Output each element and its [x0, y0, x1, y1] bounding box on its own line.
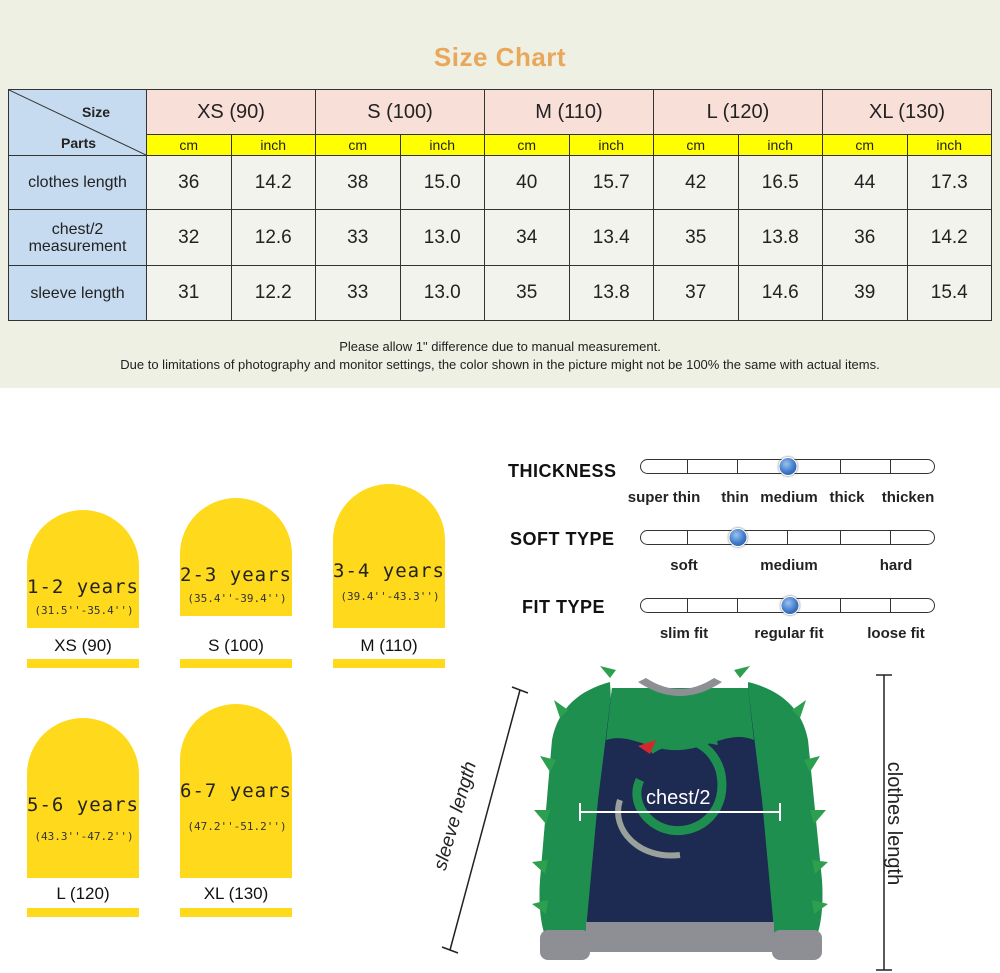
- age-card: [180, 498, 292, 616]
- scale-option: medium: [760, 489, 818, 506]
- table-cell: 33: [316, 266, 401, 321]
- table-cell: 36: [823, 210, 908, 266]
- table-cell: 13.4: [569, 210, 654, 266]
- thickness-scale: [640, 459, 935, 474]
- age-card: [27, 510, 139, 628]
- table-cell: 36: [147, 156, 232, 210]
- age-label: 3-4 years: [333, 560, 445, 582]
- age-card-size: XL (130): [203, 884, 269, 903]
- unit-cm: cm: [654, 135, 739, 156]
- table-cell: 31: [147, 266, 232, 321]
- table-cell: 13.8: [738, 210, 823, 266]
- table-cell: 17.3: [907, 156, 992, 210]
- unit-cm: cm: [485, 135, 570, 156]
- table-cell: 12.2: [231, 266, 316, 321]
- table-cell: 42: [654, 156, 739, 210]
- age-card: [27, 718, 139, 878]
- thickness-label: THICKNESS: [508, 461, 617, 481]
- table-cell: 15.7: [569, 156, 654, 210]
- fit-type-label: FIT TYPE: [522, 597, 606, 617]
- thickness-indicator: [779, 457, 798, 476]
- size-chart-title: Size Chart: [433, 42, 567, 72]
- sleeve-length-label: sleeve length: [429, 759, 482, 873]
- corner-header: [9, 90, 147, 156]
- scale-option: thin: [721, 489, 749, 506]
- table-cell: 34: [485, 210, 570, 266]
- size-header: M (110): [485, 90, 654, 135]
- table-cell: 15.4: [907, 266, 992, 321]
- unit-inch: inch: [569, 135, 654, 156]
- soft-type-label: SOFT TYPE: [510, 529, 615, 549]
- soft-type-indicator: [729, 528, 748, 547]
- table-cell: 44: [823, 156, 908, 210]
- age-card-bar: [27, 908, 139, 917]
- table-cell: 13.8: [569, 266, 654, 321]
- scale-option: medium: [760, 557, 818, 574]
- unit-cm: cm: [823, 135, 908, 156]
- table-row: [9, 156, 992, 210]
- table-cell: 14.2: [231, 156, 316, 210]
- row-label: clothes length: [9, 156, 147, 210]
- size-header: S (100): [316, 90, 485, 135]
- age-card-size: M (110): [360, 636, 418, 655]
- fit-type-indicator: [781, 596, 800, 615]
- age-card: [180, 704, 292, 878]
- color-disclaimer: Due to limitations of photography and monitor settings, the color shown in the picture might not be 100% the same with actual items.: [120, 357, 880, 372]
- age-label: 1-2 years: [27, 576, 139, 598]
- table-cell: 13.0: [400, 266, 485, 321]
- age-card-bar: [27, 659, 139, 668]
- table-cell: 40: [485, 156, 570, 210]
- unit-inch: inch: [907, 135, 992, 156]
- height-range: (43.3''-47.2''): [34, 830, 134, 843]
- age-card-bar: [180, 659, 292, 668]
- table-cell: 33: [316, 210, 401, 266]
- table-cell: 35: [654, 210, 739, 266]
- scale-option: regular fit: [754, 625, 824, 642]
- height-range: (35.4''-39.4''): [187, 592, 287, 605]
- table-cell: 14.6: [738, 266, 823, 321]
- scale-option: hard: [879, 557, 913, 574]
- age-card: [333, 484, 445, 628]
- age-label: 5-6 years: [27, 794, 139, 816]
- fit-type-scale: [640, 598, 935, 613]
- table-cell: 13.0: [400, 210, 485, 266]
- scale-option: thick: [829, 489, 865, 506]
- table-row: [9, 266, 992, 321]
- age-card-bar: [180, 908, 292, 917]
- size-header: XL (130): [823, 90, 992, 135]
- table-cell: 15.0: [400, 156, 485, 210]
- row-label: sleeve length: [9, 266, 147, 321]
- scale-option: loose fit: [867, 625, 925, 642]
- size-chart-table: [8, 89, 992, 321]
- unit-cm: cm: [147, 135, 232, 156]
- clothes-length-label: clothes length: [883, 761, 906, 886]
- age-card-size: S (100): [208, 636, 264, 655]
- unit-inch: inch: [231, 135, 316, 156]
- height-range: (31.5''-35.4''): [34, 604, 134, 617]
- table-cell: 16.5: [738, 156, 823, 210]
- sweater-illustration: [440, 660, 920, 973]
- corner-parts-label: Parts: [61, 135, 97, 151]
- scale-option: slim fit: [659, 625, 709, 642]
- age-card-size: L (120): [56, 884, 110, 903]
- unit-inch: inch: [738, 135, 823, 156]
- size-header: L (120): [654, 90, 823, 135]
- row-label: chest/2 measurement: [9, 210, 147, 266]
- corner-size-label: Size: [81, 104, 110, 120]
- table-cell: 12.6: [231, 210, 316, 266]
- table-cell: 37: [654, 266, 739, 321]
- age-card-size: XS (90): [54, 636, 112, 655]
- measurement-note: Please allow 1" difference due to manual measurement.: [339, 339, 661, 354]
- table-cell: 35: [485, 266, 570, 321]
- height-range: (39.4''-43.3''): [340, 590, 440, 603]
- table-cell: 38: [316, 156, 401, 210]
- table-cell: 14.2: [907, 210, 992, 266]
- chest-label: chest/2: [646, 787, 711, 809]
- height-range: (47.2''-51.2''): [187, 820, 287, 833]
- table-cell: 39: [823, 266, 908, 321]
- table-cell: 32: [147, 210, 232, 266]
- soft-type-scale: [640, 530, 935, 545]
- age-label: 6-7 years: [180, 780, 292, 802]
- age-card-bar: [333, 659, 445, 668]
- table-row: [9, 210, 992, 266]
- unit-cm: cm: [316, 135, 401, 156]
- scale-option: super thin: [627, 489, 701, 506]
- unit-inch: inch: [400, 135, 485, 156]
- age-label: 2-3 years: [180, 564, 292, 586]
- size-header: XS (90): [147, 90, 316, 135]
- scale-option: soft: [670, 557, 698, 574]
- scale-option: thicken: [881, 489, 935, 506]
